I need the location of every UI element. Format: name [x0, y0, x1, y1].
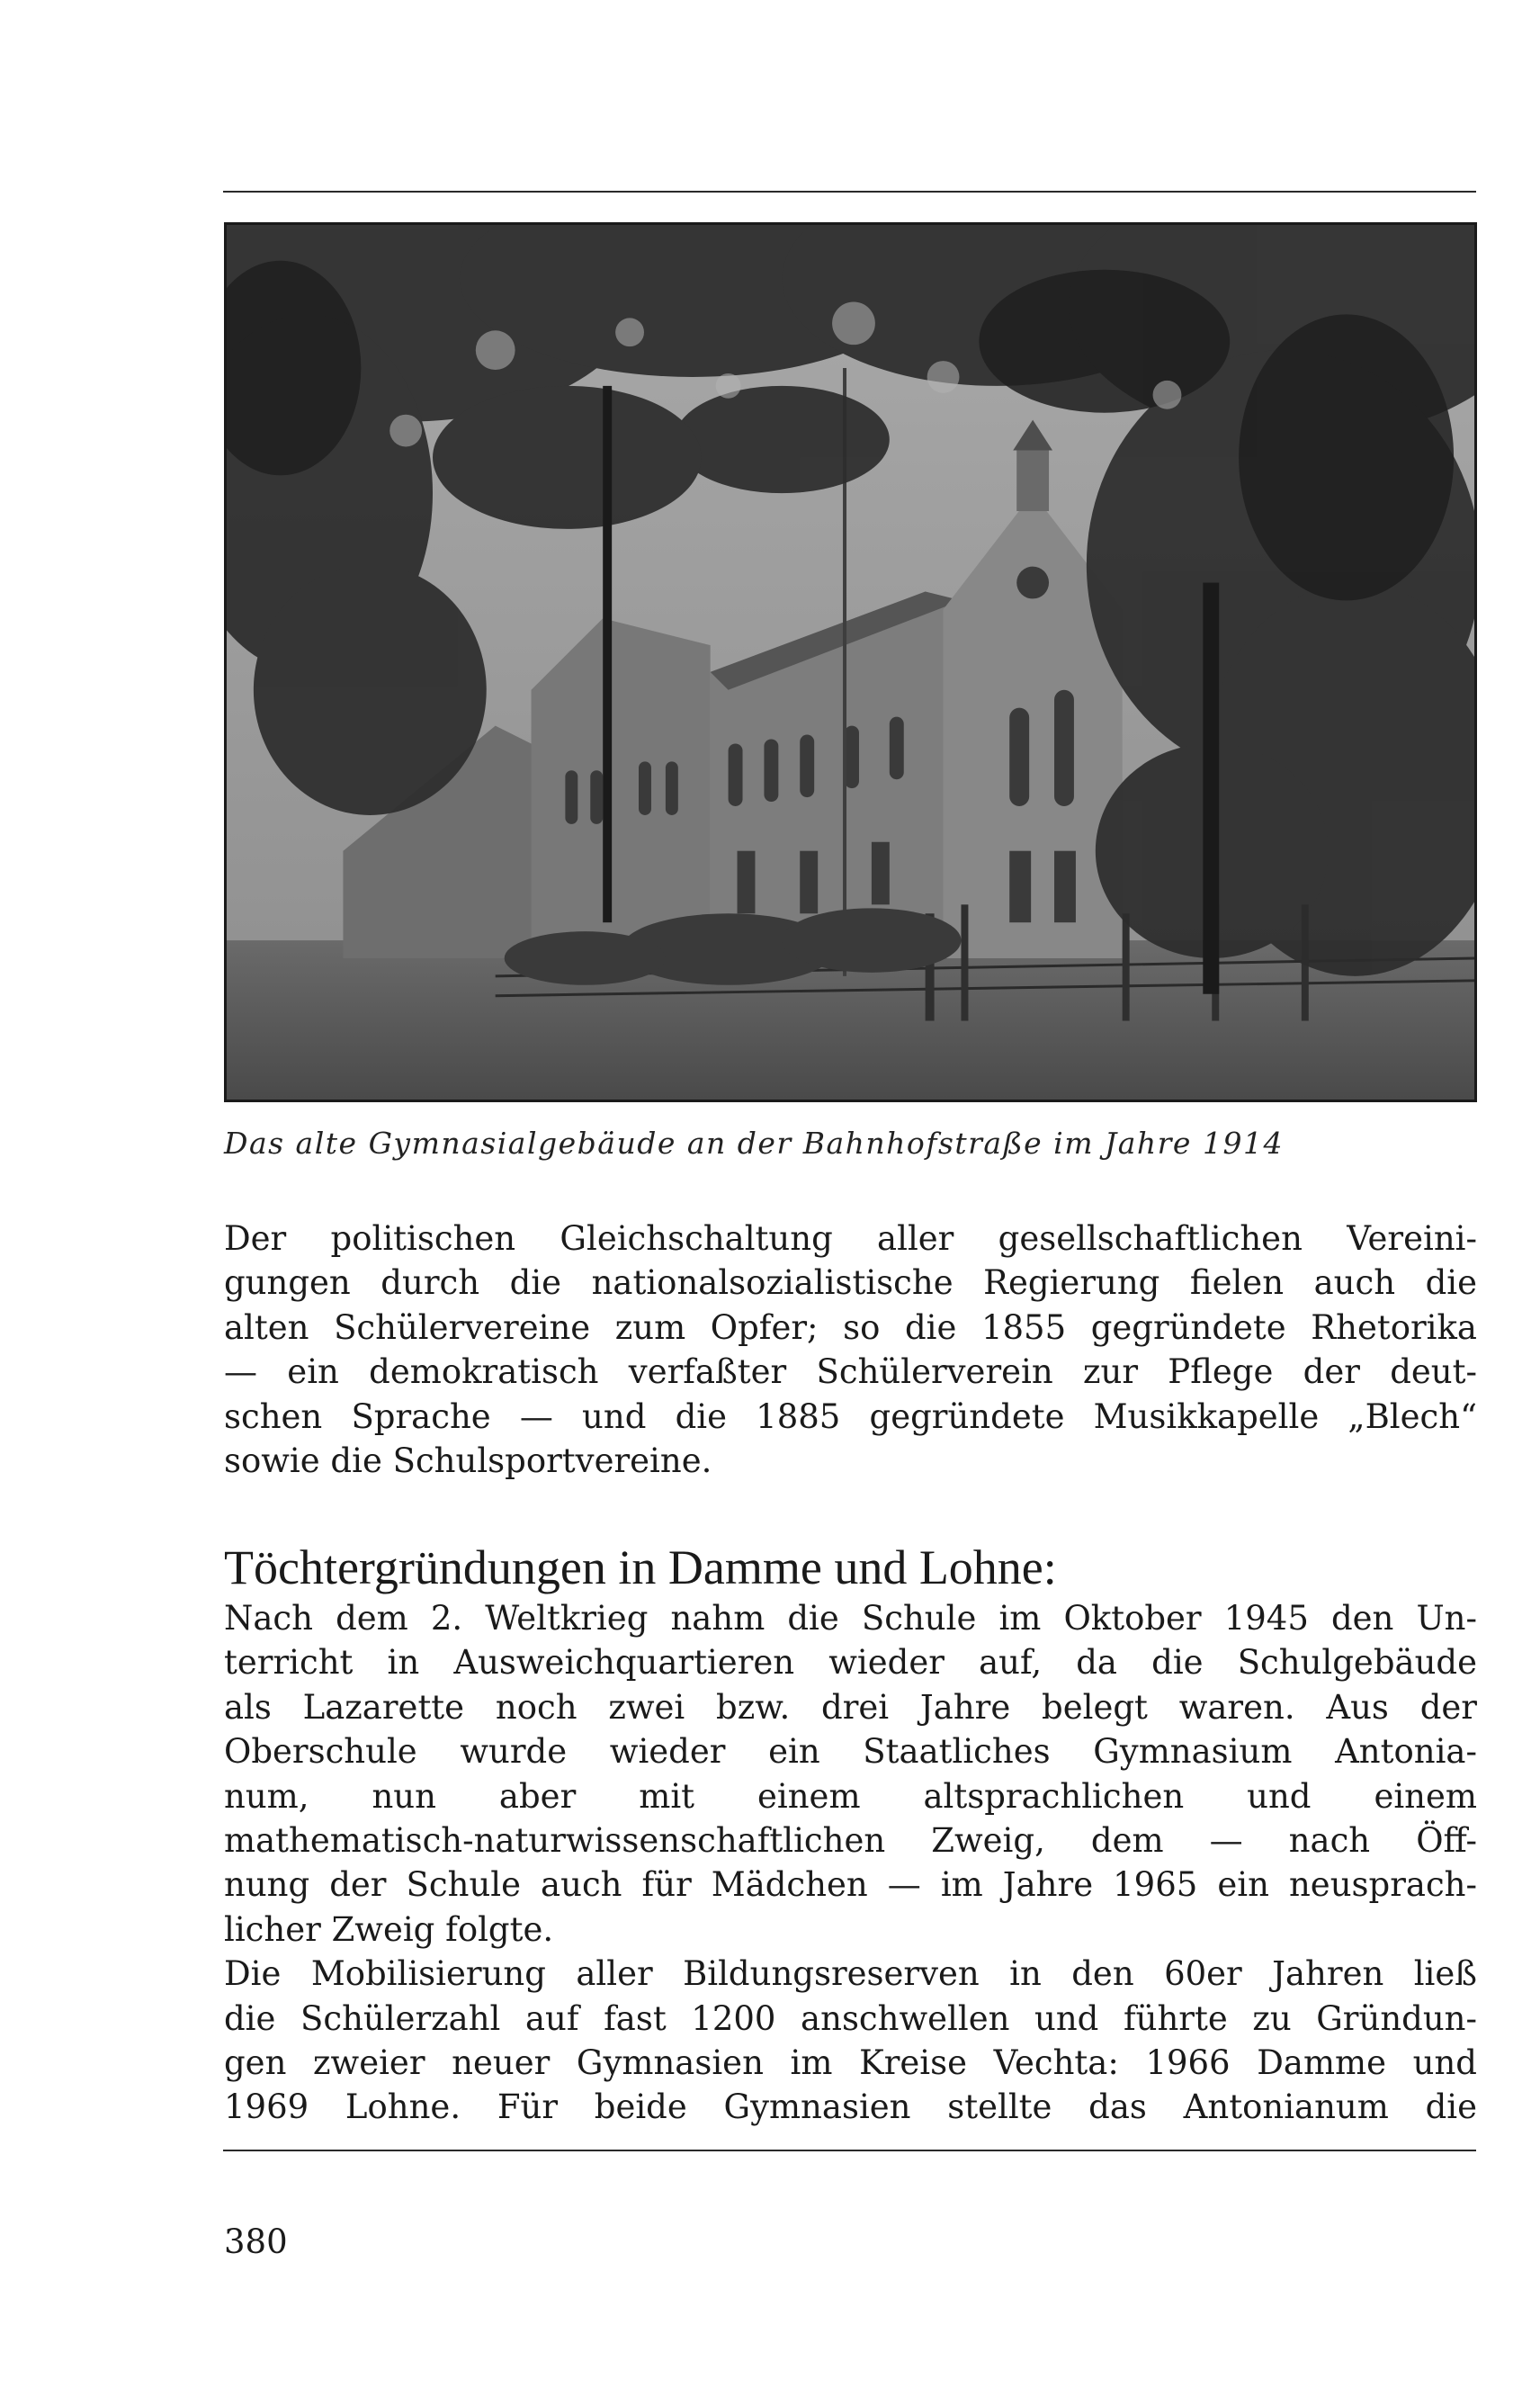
text-line: sowie die Schulsportvereine.	[224, 1441, 712, 1480]
text-line: alten Schülervereine zum Opfer; so die 1855 gegründete Rhetorika	[224, 1307, 1477, 1347]
text-line: als Lazarette noch zwei bzw. drei Jahre belegt waren. Aus der	[224, 1687, 1477, 1727]
text-line: num, nun aber mit einem altsprachlichen und einem	[224, 1776, 1477, 1816]
photo-caption: Das alte Gymnasialgebäude an der Bahnhofstraße im Jahre 1914	[224, 1126, 1284, 1161]
text-line: Die Mobilisierung aller Bildungsreserven in den 60er Jahren ließ	[224, 1954, 1477, 1994]
section-heading: Töchtergründungen in Damme und Lohne:	[224, 1540, 1057, 1594]
text-line: schen Sprache — und die 1885 gegründete Musikkapelle „Blech“	[224, 1396, 1477, 1436]
text-line: nung der Schule auch für Mädchen — im Jahre 1965 ein neusprach-	[224, 1865, 1477, 1905]
bottom-rule	[223, 2150, 1476, 2151]
text-line: mathematisch-naturwissenschaftlichen Zweig, dem — nach Öff-	[224, 1820, 1477, 1860]
paragraph-toechtergruendungen	[224, 1596, 1477, 2130]
text-line: — ein demokratisch verfaßter Schülerverein zur Pflege der deut-	[224, 1352, 1477, 1392]
text-line: gen zweier neuer Gymnasien im Kreise Vechta: 1966 Damme und	[224, 2042, 1477, 2082]
top-rule	[223, 191, 1476, 193]
text-line: Der politischen Gleichschaltung aller gesellschaftlichen Vereini-	[224, 1219, 1477, 1258]
photo-illustration	[227, 225, 1474, 1100]
text-line: terricht in Ausweichquartieren wieder auf, da die Schulgebäude	[224, 1643, 1477, 1683]
text-line: Oberschule wurde wieder ein Staatliches Gymnasium Antonia-	[224, 1732, 1477, 1772]
text-line: die Schülerzahl auf fast 1200 anschwellen und führte zu Gründun-	[224, 1998, 1477, 2038]
school-building-photo	[224, 222, 1477, 1102]
page-number: 380	[224, 2222, 288, 2261]
text-line: Nach dem 2. Weltkrieg nahm die Schule im Oktober 1945 den Un-	[224, 1599, 1477, 1638]
text-line: licher Zweig folgte.	[224, 1909, 554, 1949]
paragraph-schuelervereine	[224, 1216, 1477, 1483]
text-line: 1969 Lohne. Für beide Gymnasien stellte das Antonianum die	[224, 2087, 1477, 2127]
text-line: gungen durch die nationalsozialistische Regierung fielen auch die	[224, 1263, 1477, 1303]
